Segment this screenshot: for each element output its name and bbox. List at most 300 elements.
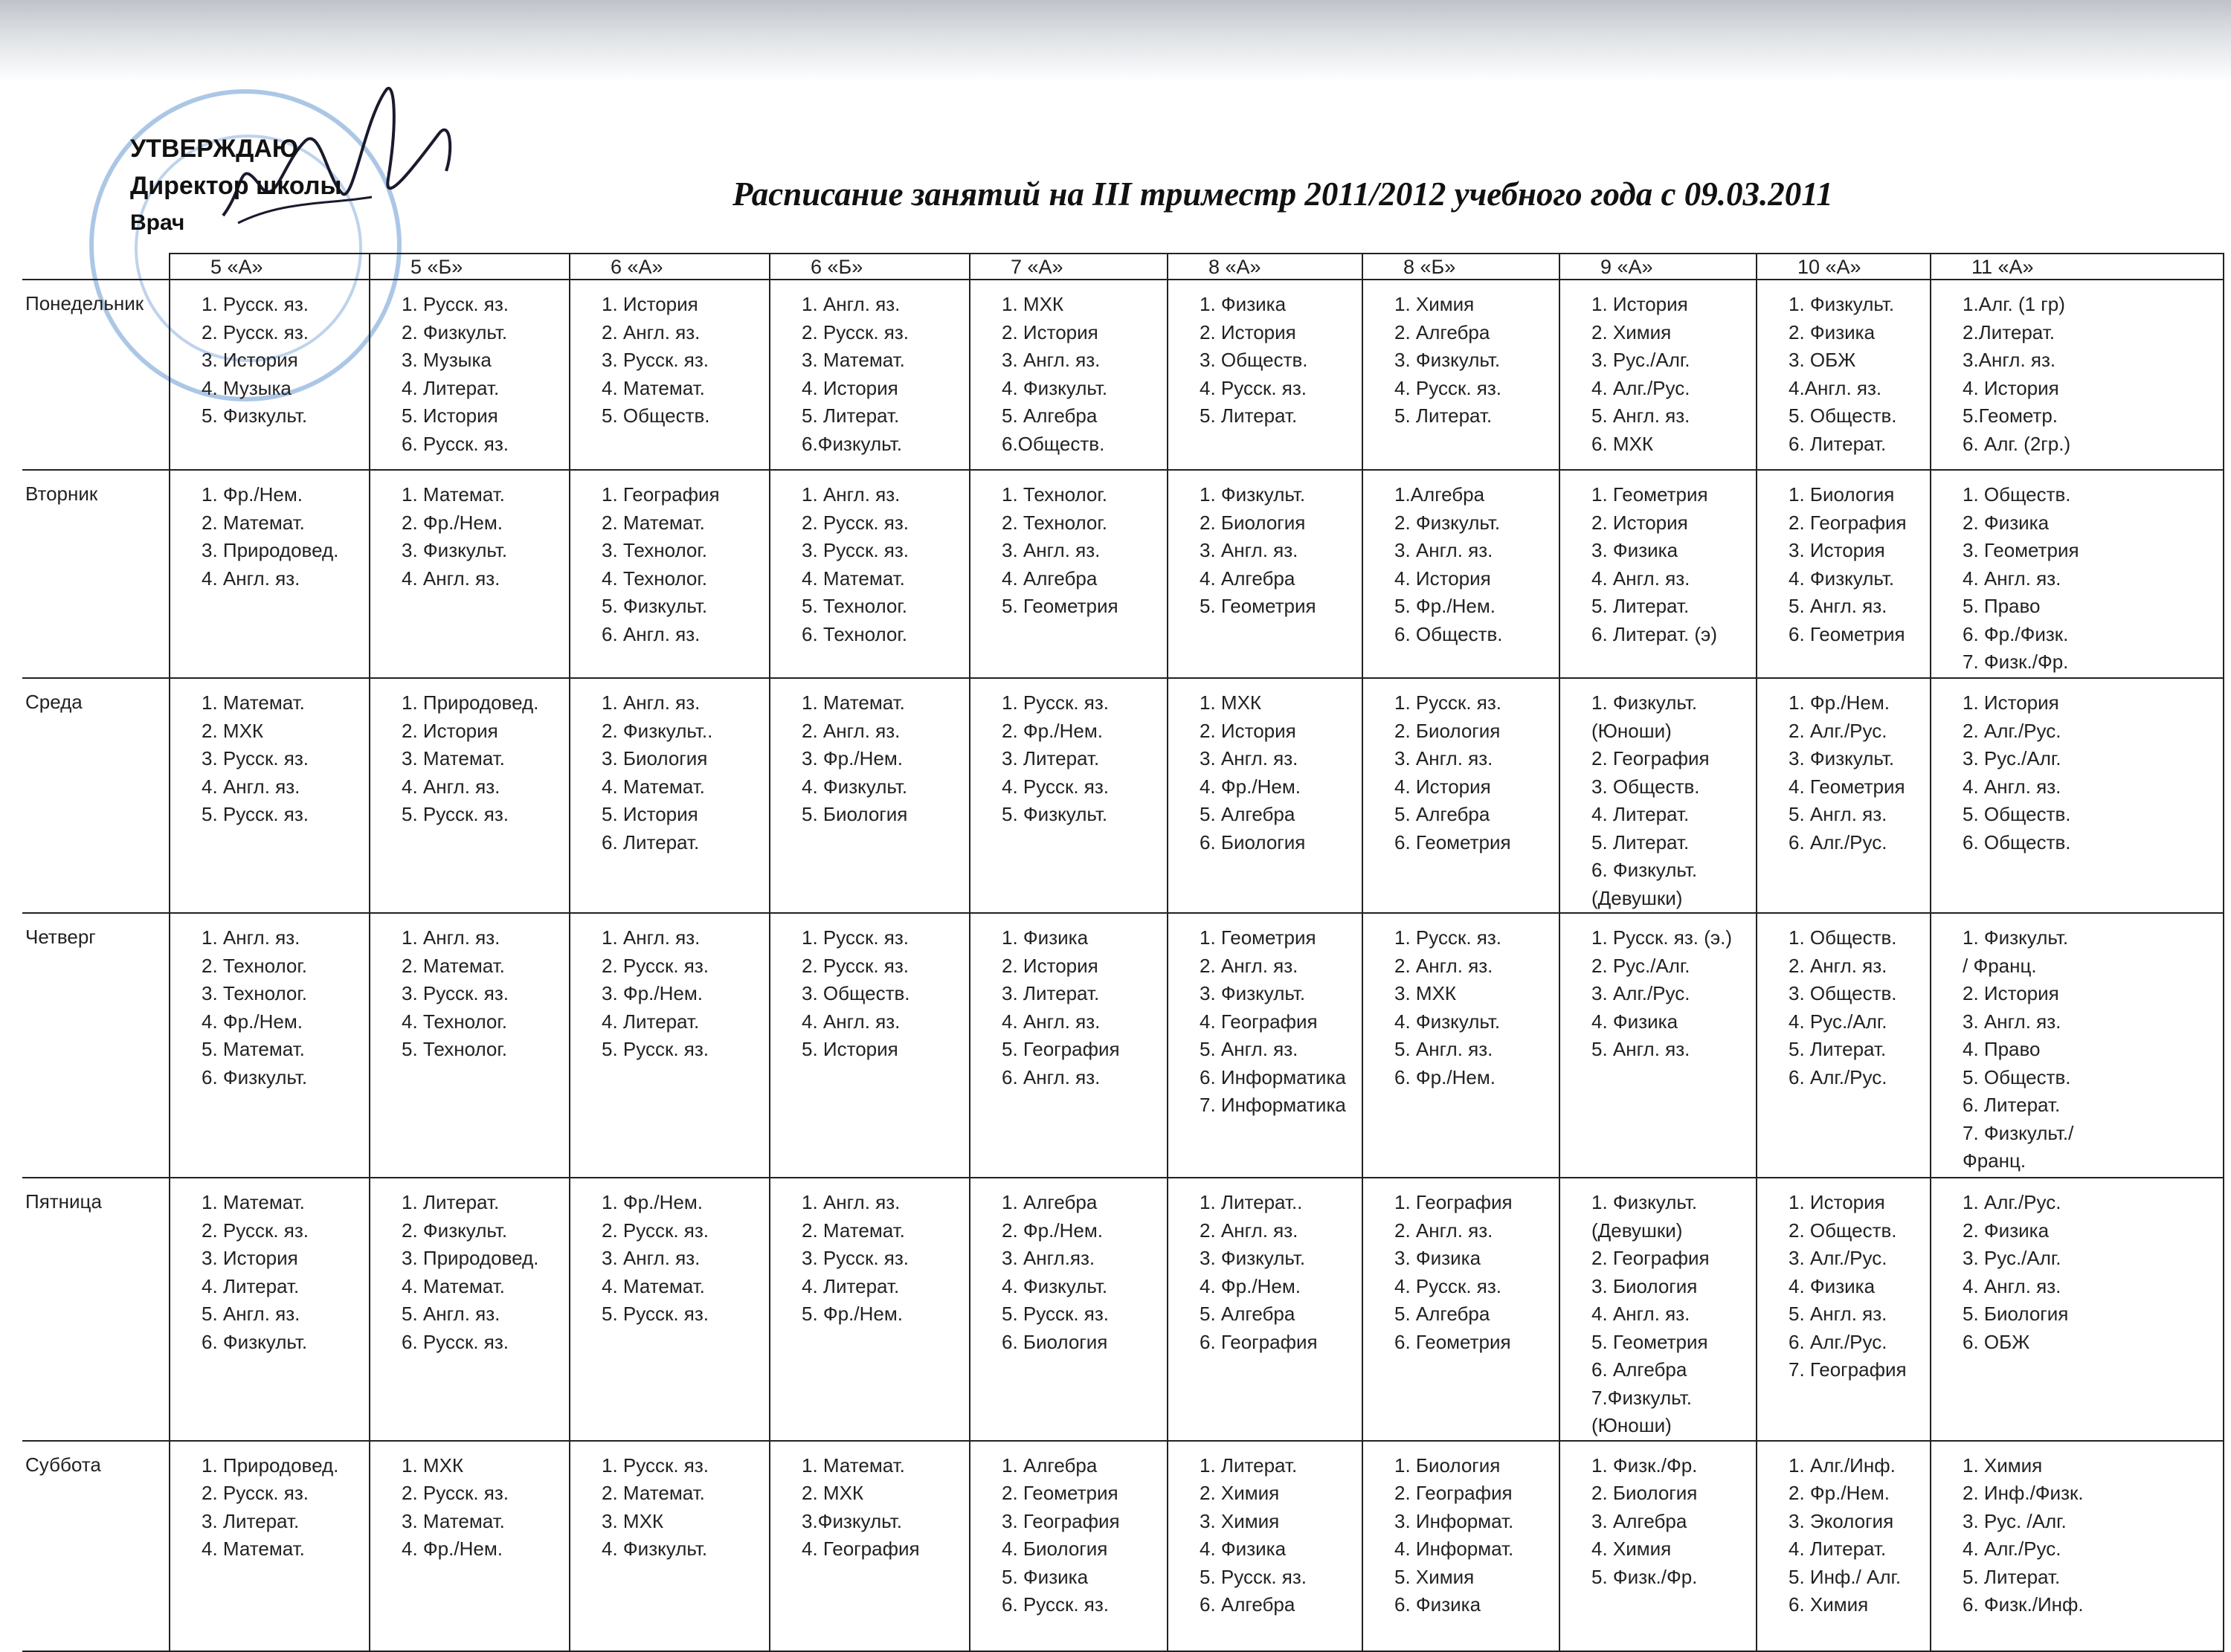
lesson-line: 1. Геометрия <box>1591 483 1708 506</box>
lesson-line: 1. Англ. яз. <box>802 293 901 315</box>
lesson-line: 6. Алгебра <box>1200 1593 1295 1616</box>
lesson-line: 2. Математ. <box>602 511 705 534</box>
lesson-line: 6. Литерат. <box>1789 432 1887 455</box>
lesson-line: 4. Технолог. <box>602 567 707 590</box>
lesson-line: 2. Рус./Алг. <box>1591 954 1690 977</box>
lesson-line: 3. Англ. яз. <box>1002 539 1101 561</box>
lesson-line: 4. История <box>1963 376 2059 399</box>
lesson-line: 6. Алг./Рус. <box>1789 1065 1887 1088</box>
lesson-line: 5. Физк./Фр. <box>1591 1565 1698 1588</box>
lesson-line: 4. Рус./Алг. <box>1789 1010 1887 1033</box>
lesson-line: 5. Физкульт. <box>1002 803 1108 825</box>
lesson-line: 1. Геометрия <box>1200 926 1316 949</box>
lesson-line: 4. Русск. яз. <box>1394 1274 1502 1297</box>
lesson-line: 4. Математ. <box>202 1538 305 1560</box>
lesson-line: 1. Алгебра <box>1002 1191 1098 1213</box>
lesson-line: 5. Химия <box>1394 1565 1475 1588</box>
lesson-line: 2. География <box>1394 1482 1513 1504</box>
lesson-line: 3. Англ. яз. <box>1963 1010 2061 1033</box>
lesson-line: 2. Англ. яз. <box>1789 954 1887 977</box>
schedule-cell <box>1168 1178 1362 1441</box>
schedule-cell <box>370 280 570 470</box>
lesson-line: 4. Литерат. <box>602 1010 700 1033</box>
lesson-line: 3. МХК <box>1394 982 1457 1004</box>
lesson-line: 4. Физкульт. <box>1394 1010 1501 1033</box>
lesson-line: 4. Музыка <box>202 376 292 399</box>
lesson-line: 4. Литерат. <box>802 1274 900 1297</box>
lesson-line: 5. Фр./Нем. <box>1394 595 1496 617</box>
lesson-line: 5. Русск. яз. <box>602 1303 709 1325</box>
lesson-line: 1. МХК <box>402 1453 464 1477</box>
schedule-cell <box>1168 1441 1362 1651</box>
lesson-line: 6. Алг. (2гр.) <box>1963 432 2071 455</box>
lesson-line: 3. Природовед. <box>402 1247 539 1269</box>
lesson-line: 1. Математ. <box>202 691 305 714</box>
schedule-cell <box>1168 470 1362 678</box>
lesson-line: 5. Литерат. <box>1789 1038 1887 1060</box>
lesson-line: 1. Природовед. <box>202 1453 339 1477</box>
lesson-line: 2. Физкульт. <box>402 320 508 343</box>
lesson-line: 5. Алгебра <box>1394 803 1490 825</box>
lesson-line: 6. Обществ. <box>1394 622 1503 645</box>
lesson-line: 5. Англ. яз. <box>1789 803 1887 825</box>
lesson-line: 1. Обществ. <box>1789 926 1897 949</box>
class-header: 6 «А» <box>570 254 770 280</box>
lesson-line: 2. История <box>402 719 498 742</box>
lesson-line: 6. Алг./Рус. <box>1789 1330 1887 1353</box>
lesson-line: 4. Информат. <box>1394 1538 1514 1560</box>
lesson-line: 3. Обществ. <box>1591 775 1700 798</box>
lesson-line: 1.Алгебра <box>1394 483 1485 506</box>
lesson-line: 5. История <box>802 1038 898 1060</box>
lesson-line: / Франц. <box>1963 954 2037 977</box>
lesson-line: 6. Алгебра <box>1591 1358 1687 1381</box>
lesson-line: 5. Русск. яз. <box>402 803 509 825</box>
lesson-line: 2. Фр./Нем. <box>1002 1219 1103 1242</box>
lesson-line: 1. Фр./Нем. <box>1789 691 1890 714</box>
lesson-line: 1. Англ. яз. <box>802 483 901 506</box>
lesson-line: 4. Англ. яз. <box>202 567 300 590</box>
lesson-line: 5. Англ. яз. <box>1200 1038 1298 1060</box>
lesson-line: 5. Технолог. <box>402 1038 507 1060</box>
lesson-line: 3. Физика <box>1591 539 1678 561</box>
schedule-cell <box>970 280 1168 470</box>
schedule-cell <box>1931 1441 2224 1651</box>
lesson-line: 4. Литерат. <box>202 1274 300 1297</box>
day-label: Четверг <box>22 913 170 1178</box>
lesson-line: 2. Алг./Рус. <box>1789 719 1887 742</box>
schedule-cell <box>1931 470 2224 678</box>
lesson-line: 5. Англ. яз. <box>1394 1038 1493 1060</box>
schedule-cell <box>1757 1441 1931 1651</box>
lesson-line: 6.Обществ. <box>1002 432 1105 455</box>
lesson-line: 6. Фр./Нем. <box>1394 1065 1496 1088</box>
lesson-line: 3. Фр./Нем. <box>602 982 703 1004</box>
lesson-line: 4. Алг./Рус. <box>1963 1538 2061 1560</box>
schedule-cell <box>1931 913 2224 1178</box>
lesson-line: 3. Англ. яз. <box>1002 349 1101 371</box>
lesson-line: 5. Русск. яз. <box>602 1038 709 1060</box>
lesson-line: 4. Фр./Нем. <box>402 1538 503 1560</box>
schedule-cell <box>970 470 1168 678</box>
lesson-line: 1. Физк./Фр. <box>1591 1453 1698 1477</box>
lesson-line: 1. Физика <box>1200 293 1287 315</box>
lesson-line: 4. Биология <box>1002 1538 1108 1560</box>
lesson-line: 4. Англ. яз. <box>1963 567 2061 590</box>
lesson-line: 2. География <box>1591 747 1710 769</box>
lesson-line: 2. Алг./Рус. <box>1963 719 2061 742</box>
lesson-line: 3. Физика <box>1394 1247 1481 1269</box>
page-title: Расписание занятий на III триместр 2011/2012 учебного года с 09.03.2011 <box>733 175 1833 213</box>
lesson-line: 2. Технолог. <box>1002 511 1107 534</box>
lesson-line: 3. Математ. <box>402 747 505 769</box>
lesson-line: 4. Химия <box>1591 1538 1672 1560</box>
lesson-line: 2. Англ. яз. <box>1200 1219 1298 1242</box>
lesson-line: 4. Математ. <box>402 1274 505 1297</box>
lesson-line: 2. Физика <box>1789 320 1876 343</box>
lesson-line: 3. Обществ. <box>1200 349 1308 371</box>
lesson-line: 6. Геометрия <box>1394 1330 1511 1353</box>
lesson-line: 1. Русск. яз. (э.) <box>1591 926 1733 949</box>
lesson-line: 5. Обществ. <box>1963 803 2071 825</box>
schedule-cell <box>570 913 770 1178</box>
lesson-line: 6. Русск. яз. <box>402 432 509 455</box>
schedule-cell <box>570 678 770 913</box>
lesson-line: 5. Фр./Нем. <box>802 1303 903 1325</box>
lesson-line: 1. География <box>602 483 720 506</box>
schedule-cell <box>770 1178 970 1441</box>
lesson-line: 2. Биология <box>1591 1482 1698 1504</box>
lesson-line: 2. Химия <box>1200 1482 1280 1504</box>
lesson-line: 2. Русск. яз. <box>402 1482 509 1504</box>
lesson-line: 6. Биология <box>1200 830 1306 854</box>
lesson-line: 6. Физкульт. <box>202 1065 308 1088</box>
lesson-line: 5. История <box>402 404 498 427</box>
lesson-line: 3.Физкульт. <box>802 1509 902 1532</box>
class-header: 7 «А» <box>970 254 1168 280</box>
lesson-line: 2. История <box>1200 719 1296 742</box>
lesson-line: 3. Технолог. <box>202 982 307 1004</box>
schedule-cell <box>1168 678 1362 913</box>
lesson-line: 2. История <box>1002 320 1098 343</box>
lesson-line: 1. Математ. <box>802 1453 905 1477</box>
approval-name: Врач <box>130 210 185 235</box>
lesson-line: 1. Англ. яз. <box>402 926 500 949</box>
lesson-line: 3. История <box>202 349 298 371</box>
class-header: 5 «Б» <box>370 254 570 280</box>
lesson-line: 3. Математ. <box>802 349 905 371</box>
lesson-line: 7. География <box>1789 1358 1907 1381</box>
lesson-line: 6. Химия <box>1789 1593 1869 1616</box>
lesson-line: 2. Химия <box>1591 320 1672 343</box>
schedule-cell <box>770 1441 970 1651</box>
lesson-line: 1. Физкульт. <box>1591 1191 1698 1213</box>
lesson-line: 3. Англ. яз. <box>1200 747 1298 769</box>
lesson-line: 1. Русск. яз. <box>602 1453 709 1477</box>
lesson-line: 4. Англ. яз. <box>802 1010 901 1033</box>
lesson-line: 3. Англ. яз. <box>602 1247 701 1269</box>
lesson-line: 2. Математ. <box>402 954 505 977</box>
lesson-line: 1. Химия <box>1963 1453 2043 1477</box>
lesson-line: 4. Англ. яз. <box>402 567 500 590</box>
lesson-line: 4. Физика <box>1789 1274 1876 1297</box>
lesson-line: 5. Геометрия <box>1200 595 1316 617</box>
schedule-cell <box>170 470 370 678</box>
lesson-line: 4. Русск. яз. <box>1200 376 1307 399</box>
lesson-line: 2. Англ. яз. <box>1200 954 1298 977</box>
schedule-cell <box>1931 678 2224 913</box>
day-row <box>22 678 2224 913</box>
lesson-line: 4. Англ. яз. <box>202 775 300 798</box>
lesson-line: 3. Англ. яз. <box>1394 747 1493 769</box>
lesson-line: 5. Право <box>1963 595 2041 617</box>
lesson-line: 5. Англ. яз. <box>202 1303 300 1325</box>
lesson-line: 4. Физкульт. <box>602 1538 708 1560</box>
class-header: 11 «А» <box>1931 254 2224 280</box>
schedule-cell <box>1362 470 1559 678</box>
lesson-line: 3. Русск. яз. <box>802 539 910 561</box>
class-header-row <box>22 254 2224 280</box>
lesson-line: 1. Русск. яз. <box>1394 926 1502 949</box>
lesson-line: 4. Литерат. <box>1591 803 1690 825</box>
lesson-line: 1. Фр./Нем. <box>602 1191 703 1213</box>
schedule-cell <box>1757 913 1931 1178</box>
lesson-line: 2. Англ. яз. <box>1394 1219 1493 1242</box>
lesson-line: 1. Англ. яз. <box>602 691 701 714</box>
lesson-line: 1. История <box>1963 691 2059 714</box>
lesson-line: 3. Обществ. <box>802 982 910 1004</box>
lesson-line: 1. Алг./Инф. <box>1789 1453 1896 1477</box>
lesson-line: 5. Литерат. <box>1591 830 1690 854</box>
lesson-line: 3. Рус./Алг. <box>1591 349 1690 371</box>
lesson-line: 6.Физкульт. <box>802 432 902 455</box>
schedule-cell <box>1362 280 1559 470</box>
lesson-line: 3. География <box>1002 1509 1120 1532</box>
lesson-line: 6. Литерат. <box>602 830 700 854</box>
lesson-line: 3. Русск. яз. <box>802 1247 910 1269</box>
lesson-line: 5. Литерат. <box>1591 595 1690 617</box>
lesson-line: 4. Физика <box>1200 1538 1287 1560</box>
lesson-line: (Девушки) <box>1591 1219 1683 1242</box>
lesson-line: (Юноши) <box>1591 719 1672 742</box>
lesson-line: 4. Алг./Рус. <box>1591 376 1690 399</box>
schedule-cell <box>1559 1178 1757 1441</box>
lesson-line: 7. Физкульт./ <box>1963 1121 2074 1144</box>
class-header: 9 «А» <box>1559 254 1757 280</box>
lesson-line: 2. История <box>1200 320 1296 343</box>
lesson-line: 5. Русск. яз. <box>1200 1565 1307 1588</box>
lesson-line: 3. Геометрия <box>1963 539 2079 561</box>
lesson-line: 6. Русск. яз. <box>1002 1593 1110 1616</box>
lesson-line: 1. Биология <box>1789 483 1895 506</box>
lesson-line: 4. География <box>802 1538 920 1560</box>
lesson-line: 2. География <box>1591 1247 1710 1269</box>
lesson-line: 5. География <box>1002 1038 1120 1060</box>
lesson-line: 5. Англ. яз. <box>1789 1303 1887 1325</box>
lesson-line: 3. Фр./Нем. <box>802 747 903 769</box>
schedule-cell <box>1362 1441 1559 1651</box>
lesson-line: 4. Алгебра <box>1200 567 1295 590</box>
lesson-line: 6. Биология <box>1002 1330 1108 1353</box>
lesson-line: 5. Обществ. <box>1789 404 1897 427</box>
lesson-line: 1. Математ. <box>202 1191 305 1213</box>
day-label: Вторник <box>22 470 170 678</box>
lesson-line: 1. Русск. яз. <box>1394 691 1502 714</box>
lesson-line: 2. История <box>1591 511 1688 534</box>
lesson-line: 4. Русск. яз. <box>1394 376 1502 399</box>
schedule-cell <box>370 470 570 678</box>
lesson-line: 1. Русск. яз. <box>402 293 509 315</box>
lesson-line: 6. Англ. яз. <box>1002 1065 1101 1088</box>
lesson-line: 3. Литерат. <box>1002 747 1100 769</box>
lesson-line: 2. Технолог. <box>202 954 307 977</box>
lesson-line: 1. Англ. яз. <box>602 926 701 949</box>
lesson-line: 4. Фр./Нем. <box>1200 1274 1301 1297</box>
schedule-table <box>22 253 2224 1652</box>
schedule-cell <box>970 1441 1168 1651</box>
lesson-line: 5. Математ. <box>202 1038 305 1060</box>
lesson-line: 2.Литерат. <box>1963 320 2055 343</box>
lesson-line: 1. Русск. яз. <box>202 293 309 315</box>
lesson-line: 3.Англ. яз. <box>1963 349 2056 371</box>
lesson-line: 3. Физкульт. <box>1200 982 1306 1004</box>
schedule-cell <box>1559 1441 1757 1651</box>
schedule-cell <box>1559 678 1757 913</box>
schedule-cell <box>170 1178 370 1441</box>
lesson-line: 2. Англ. яз. <box>802 719 901 742</box>
corner-cell <box>22 254 170 280</box>
lesson-line: 3. Литерат. <box>1002 982 1100 1004</box>
lesson-line: 6. Русск. яз. <box>402 1330 509 1353</box>
class-header: 10 «А» <box>1757 254 1931 280</box>
schedule-cell <box>770 470 970 678</box>
lesson-line: 3. Алг./Рус. <box>1789 1247 1887 1269</box>
day-label: Суббота <box>22 1441 170 1651</box>
lesson-line: 6. Обществ. <box>1963 830 2071 854</box>
lesson-line: 3. Химия <box>1200 1509 1280 1532</box>
lesson-line: 2. География <box>1789 511 1907 534</box>
schedule-cell <box>170 1441 370 1651</box>
lesson-line: 5. Алгебра <box>1002 404 1098 427</box>
lesson-line: 1. Англ. яз. <box>202 926 300 949</box>
lesson-line: 4. Физика <box>1591 1010 1678 1033</box>
day-label: Среда <box>22 678 170 913</box>
lesson-line: 3. История <box>202 1247 298 1269</box>
lesson-line: 5. Англ. яз. <box>402 1303 500 1325</box>
lesson-line: 3. Алг./Рус. <box>1591 982 1690 1004</box>
lesson-line: 5. Технолог. <box>802 595 907 617</box>
day-row <box>22 470 2224 678</box>
lesson-line: 1. История <box>602 293 698 315</box>
approval-block <box>130 130 341 242</box>
schedule-cell <box>1362 913 1559 1178</box>
lesson-line: 1. МХК <box>1200 691 1262 714</box>
scan-edge <box>0 0 2231 82</box>
lesson-line: 2. МХК <box>202 719 264 742</box>
lesson-line: 5. Литерат. <box>802 404 900 427</box>
lesson-line: 3. Физкульт. <box>402 539 508 561</box>
schedule-cell <box>770 913 970 1178</box>
lesson-line: 4. Математ. <box>802 567 905 590</box>
schedule-cell <box>1757 280 1931 470</box>
lesson-line: 1. Алг./Рус. <box>1963 1191 2061 1213</box>
day-row <box>22 1178 2224 1441</box>
approval-role: Директор школы <box>130 172 342 200</box>
lesson-line: 4. Фр./Нем. <box>1200 775 1301 798</box>
lesson-line: 7. Информатика <box>1200 1094 1346 1116</box>
lesson-line: 2. Биология <box>1394 719 1501 742</box>
lesson-line: 4. Англ. яз. <box>1591 1303 1690 1325</box>
lesson-line: 4. Англ. яз. <box>1963 1274 2061 1297</box>
lesson-line: 4. География <box>1200 1010 1318 1033</box>
lesson-line: 5. Биология <box>1963 1303 2069 1325</box>
lesson-line: 4. Геометрия <box>1789 775 1905 798</box>
schedule-cell <box>770 678 970 913</box>
lesson-line: 1. Физика <box>1002 926 1089 949</box>
lesson-line: 2. Алгебра <box>1394 320 1490 343</box>
lesson-line: 6. Информатика <box>1200 1065 1346 1088</box>
lesson-line: 4. Англ. яз. <box>402 775 500 798</box>
lesson-line: 3. Физкульт. <box>1200 1247 1306 1269</box>
lesson-line: 2. Математ. <box>202 511 305 534</box>
lesson-line: 3. Рус./Алг. <box>1963 747 2061 769</box>
lesson-line: 5. Обществ. <box>1963 1065 2071 1088</box>
lesson-line: 3. Экология <box>1789 1509 1894 1532</box>
lesson-line: 3. Музыка <box>402 349 492 371</box>
lesson-line: 3. Англ. яз. <box>1394 539 1493 561</box>
lesson-line: 1. Химия <box>1394 293 1475 315</box>
lesson-line: 5. Алгебра <box>1200 803 1295 825</box>
lesson-line: 1. История <box>1789 1191 1885 1213</box>
lesson-line: 1. Литерат.. <box>1200 1191 1303 1213</box>
lesson-line: 1. Физкульт. <box>1789 293 1895 315</box>
lesson-line: 1. Природовед. <box>402 691 539 714</box>
schedule-cell <box>570 1441 770 1651</box>
lesson-line: 2. Фр./Нем. <box>402 511 503 534</box>
lesson-line: 1. Математ. <box>402 483 505 506</box>
class-header: 8 «А» <box>1168 254 1362 280</box>
lesson-line: 4. Математ. <box>602 1274 705 1297</box>
lesson-line: 3. Математ. <box>402 1509 505 1532</box>
schedule-cell <box>1362 678 1559 913</box>
schedule-cell <box>1757 678 1931 913</box>
lesson-line: 3. ОБЖ <box>1789 349 1856 371</box>
day-row <box>22 280 2224 470</box>
lesson-line: 1. Русск. яз. <box>802 926 910 949</box>
lesson-line: Франц. <box>1963 1149 2026 1172</box>
schedule-cell <box>1559 280 1757 470</box>
lesson-line: 6. Алг./Рус. <box>1789 830 1887 854</box>
lesson-line: 3. МХК <box>602 1509 664 1532</box>
lesson-line: 2. Англ. яз. <box>602 320 701 343</box>
lesson-line: 4.Англ. яз. <box>1789 376 1882 399</box>
lesson-line: 5. Англ. яз. <box>1591 1038 1690 1060</box>
lesson-line: 1. Математ. <box>802 691 905 714</box>
lesson-line: 5. Геометрия <box>1002 595 1118 617</box>
schedule-cell <box>1168 280 1362 470</box>
schedule-cell <box>1931 280 2224 470</box>
lesson-line: 5. Англ. яз. <box>1789 595 1887 617</box>
lesson-line: 6. Физкульт. <box>1591 859 1698 881</box>
lesson-line: 4. Англ. яз. <box>1963 775 2061 798</box>
lesson-line: 1. География <box>1394 1191 1513 1213</box>
lesson-line: 4. История <box>802 376 898 399</box>
lesson-line: 2. Физкульт.. <box>602 719 713 742</box>
lesson-line: 6. Физкульт. <box>202 1330 308 1353</box>
schedule-cell <box>1362 1178 1559 1441</box>
lesson-line: 3. История <box>1789 539 1885 561</box>
lesson-line: 6. Геометрия <box>1394 830 1511 854</box>
